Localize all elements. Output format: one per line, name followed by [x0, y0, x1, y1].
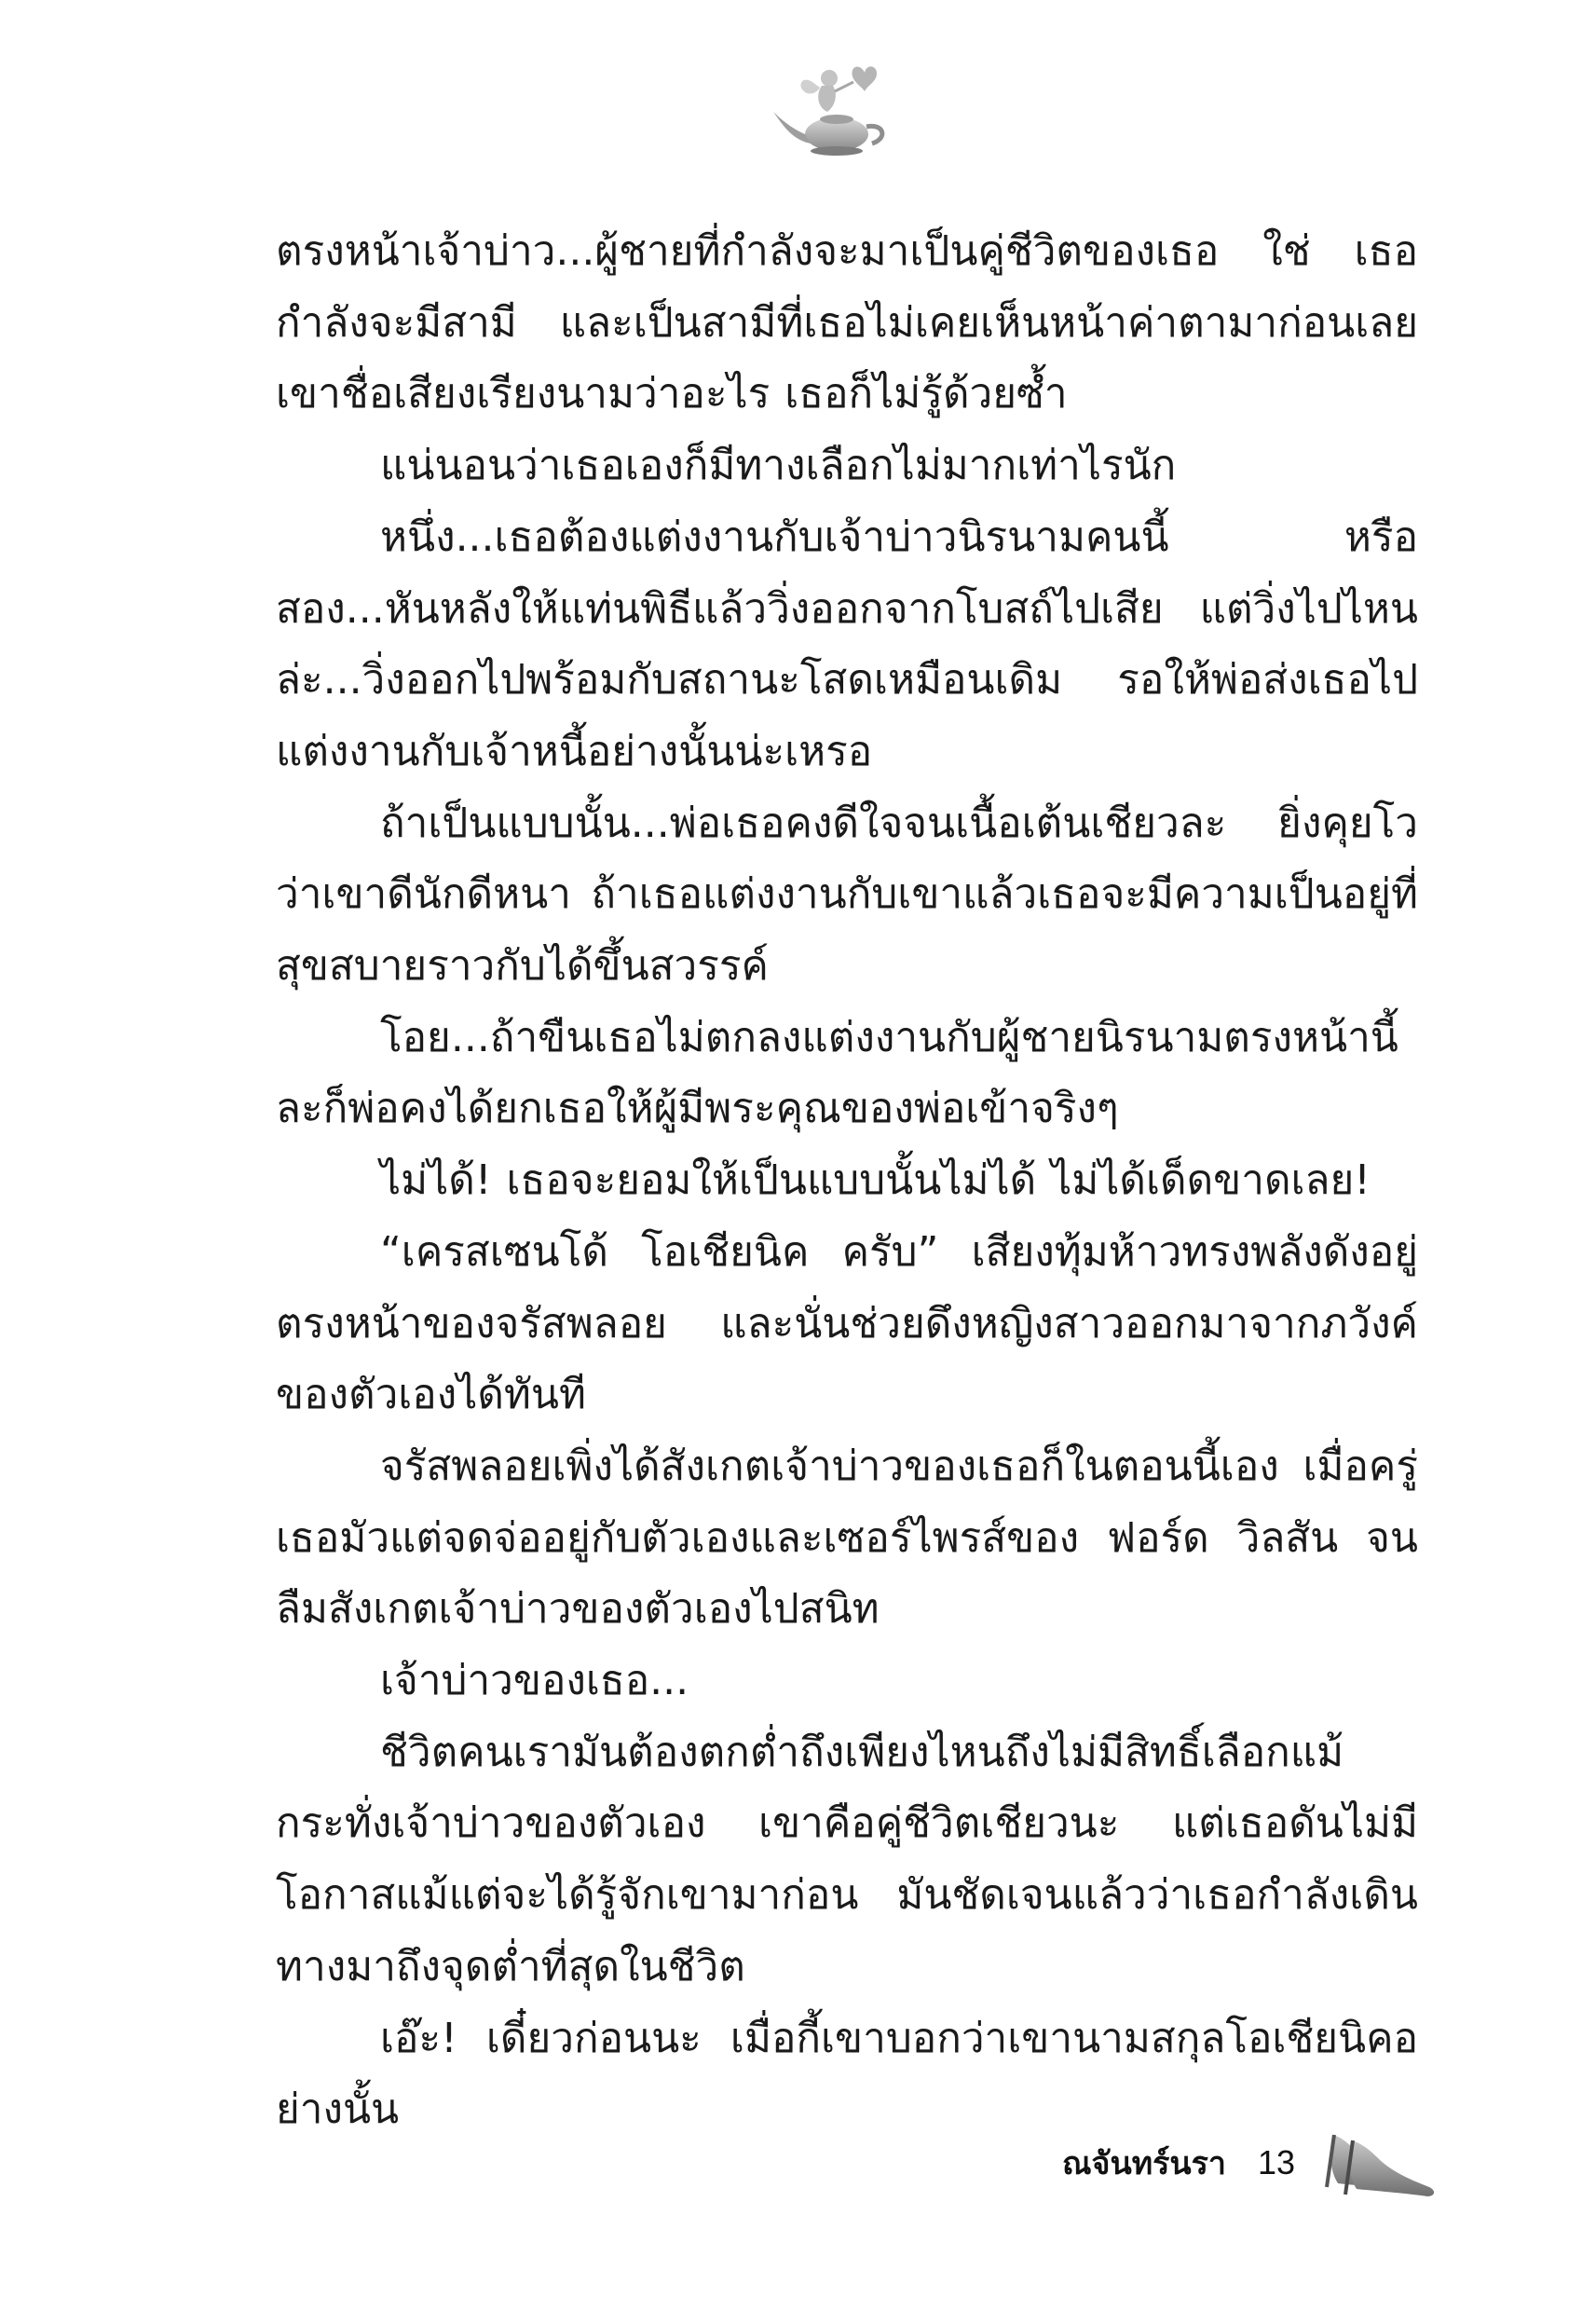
- page-footer: [1062, 2130, 1437, 2195]
- paragraph: จรัสพลอยเพิ่งได้สังเกตเจ้าบ่าวของเธอก็ในตอนนี้เอง เมื่อครู่เธอมัวแต่จดจ่ออยู่กับตัวเองและเซอร์ไพรส์ของ ฟอร์ด วิลสัน จนลืมสังเกตเจ้าบ่าวของตัวเองไปสนิท: [276, 1442, 1418, 1634]
- paragraph: แน่นอนว่าเธอเองก็มีทางเลือกไม่มากเท่าไรนัก: [380, 442, 1177, 490]
- author-name: ณจันทร์นรา: [1062, 2145, 1226, 2182]
- paragraph: ถ้าเป็นแบบนั้น...พ่อเธอคงดีใจจนเนื้อเต้นเชียวละ ยิ่งคุยโวว่าเขาดีนักดีหนา ถ้าเธอแต่งงานกับเขาแล้วเธอจะมีความเป็นอยู่ที่สุขสบายราวกับได้ขึ้นสวรรค์: [276, 799, 1418, 991]
- paragraph: ตรงหน้าเจ้าบ่าว...ผู้ชายที่กำลังจะมาเป็นคู่ชีวิตของเธอ ใช่ เธอกำลังจะมีสามี และเป็นสามีที่เธอไม่เคยเห็นหน้าค่าตามาก่อนเลย เขาชื่อเสียงเรียงนามว่าอะไร เธอก็ไม่รู้ด้วยซ้ำ: [276, 227, 1418, 418]
- paragraph: หนึ่ง...เธอต้องแต่งงานกับเจ้าบ่าวนิรนามคนนี้ หรือสอง...หันหลังให้แท่นพิธีแล้ววิ่งออกจากโบสถ์ไปเสีย แต่วิ่งไปไหนล่ะ...วิ่งออกไปพร้อมกับสถานะโสดเหมือนเดิม รอให้พ่อส่งเธอไปแต่งงานกับเจ้าหนี้อย่างนั้นน่ะเหรอ: [276, 513, 1418, 775]
- paragraph: “เครสเซนโด้ โอเชียนิค ครับ” เสียงทุ้มห้าวทรงพลังดังอยู่ตรงหน้าของจรัสพลอย และนั่นช่วยดึงหญิงสาวออกมาจากภวังค์ของตัวเองได้ทันที: [276, 1227, 1418, 1419]
- page-number: 13: [1257, 2143, 1296, 2181]
- paragraph: เอ๊ะ! เดี๋ยวก่อนนะ เมื่อกี้เขาบอกว่าเขานามสกุลโอเชียนิคอย่างนั้น: [276, 2014, 1418, 2134]
- teapot-ornament-icon: [764, 54, 904, 166]
- body-text: [276, 216, 1418, 2146]
- paragraph: ชีวิตคนเรามันต้องตกต่ำถึงเพียงไหนถึงไม่มีสิทธิ์เลือกแม้กระทั่งเจ้าบ่าวของตัวเอง เขาคือคู่ชีวิตเชียวนะ แต่เธอดันไม่มีโอกาสแม้แต่จะได้รู้จักเขามาก่อน มันชัดเจนแล้วว่าเธอกำลังเดินทางมาถึงจุดต่ำที่สุดในชีวิต: [276, 1728, 1418, 1990]
- high-heels-icon: [1316, 2126, 1437, 2200]
- paragraph: ไม่ได้! เธอจะยอมให้เป็นแบบนั้นไม่ได้ ไม่ได้เด็ดขาดเลย!: [380, 1156, 1371, 1205]
- paragraph: โอย...ถ้าขืนเธอไม่ตกลงแต่งงานกับผู้ชายนิรนามตรงหน้านี้ละก็พ่อคงได้ยกเธอให้ผู้มีพระคุณของพ่อเข้าจริงๆ: [276, 1013, 1398, 1133]
- paragraph: เจ้าบ่าวของเธอ...: [380, 1657, 689, 1705]
